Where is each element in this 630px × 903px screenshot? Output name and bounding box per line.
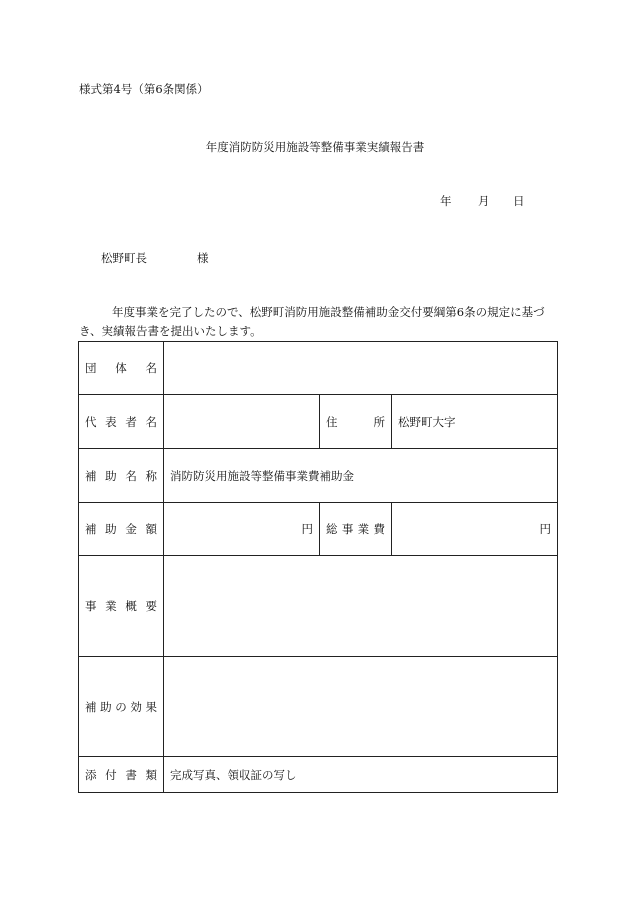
label-char: の [115,699,127,714]
row-amounts [79,503,558,556]
label-char: 付 [105,767,117,782]
total-cost-value[interactable] [392,503,558,556]
yen-unit: 円 [539,522,552,536]
label-char: 要 [145,599,157,613]
label-char: 表 [105,414,117,429]
yen-unit: 円 [301,522,313,536]
label-char: 類 [145,767,157,782]
report-table [78,341,558,793]
label-char: 住 [326,414,338,429]
body-text: 年度事業を完了したので、松野町消防用施設整備補助金交付要綱第6条の規定に基づき、実績報告書を提出いたします。 [79,305,545,338]
row-org-name [79,342,558,395]
representative-value[interactable] [164,395,320,449]
label-char: 事 [341,522,354,536]
label-char: 体 [115,361,127,375]
subsidy-name-label [79,449,164,503]
row-subsidy-name [79,449,558,503]
label-char: 代 [85,414,97,429]
label-char: 所 [373,414,385,429]
subsidy-amount-value[interactable] [164,503,320,556]
row-subsidy-effect [79,657,558,757]
attachments-value[interactable]: 完成写真、領収証の写し [164,757,558,793]
label-char: 補 [85,468,97,483]
addressee: 松野町長 [101,251,147,265]
attachments-label [79,757,164,793]
label-char: 名 [125,468,137,483]
label-char: 助 [100,699,112,714]
label-char: 業 [105,599,117,613]
form-number: 様式第4号（第6条関係） [79,82,209,96]
subsidy-effect-value[interactable] [164,657,558,757]
row-project-summary [79,556,558,657]
label-char: 事 [85,599,97,613]
addressee-suffix: 様 [197,251,209,265]
label-char: 補 [85,699,97,714]
label-char: 業 [357,522,370,536]
label-char: 効 [130,699,142,714]
date-day-label: 日 [513,194,525,208]
total-cost-label [320,503,392,556]
date-year-label: 年 [440,194,452,208]
label-char: 金 [125,522,137,536]
label-char: 添 [85,767,97,782]
label-char: 書 [125,767,137,782]
date-month-label: 月 [478,194,490,208]
label-char: 補 [85,522,97,536]
label-char: 費 [373,522,385,536]
row-attachments [79,757,558,793]
label-char: 助 [105,468,117,483]
document-title: 年度消防防災用施設等整備事業実績報告書 [205,140,425,154]
project-summary-label [79,556,164,657]
address-label [320,395,392,449]
label-char: 概 [125,599,137,613]
label-char: 称 [145,468,157,483]
label-char: 名 [145,361,157,375]
label-char: 助 [105,522,117,536]
project-summary-value[interactable] [164,556,558,657]
address-value[interactable]: 松野町大字 [392,395,558,449]
label-char: 果 [145,699,157,714]
subsidy-name-value[interactable]: 消防防災用施設等整備事業費補助金 [164,449,558,503]
subsidy-amount-label [79,503,164,556]
org-name-label [79,342,164,395]
label-char: 団 [85,361,97,375]
label-char: 者 [125,414,137,429]
row-representative [79,395,558,449]
label-char: 額 [145,522,157,536]
org-name-value[interactable] [164,342,558,395]
representative-label [79,395,164,449]
label-char: 総 [326,522,338,536]
label-char: 名 [145,414,157,429]
subsidy-effect-label [79,657,164,757]
